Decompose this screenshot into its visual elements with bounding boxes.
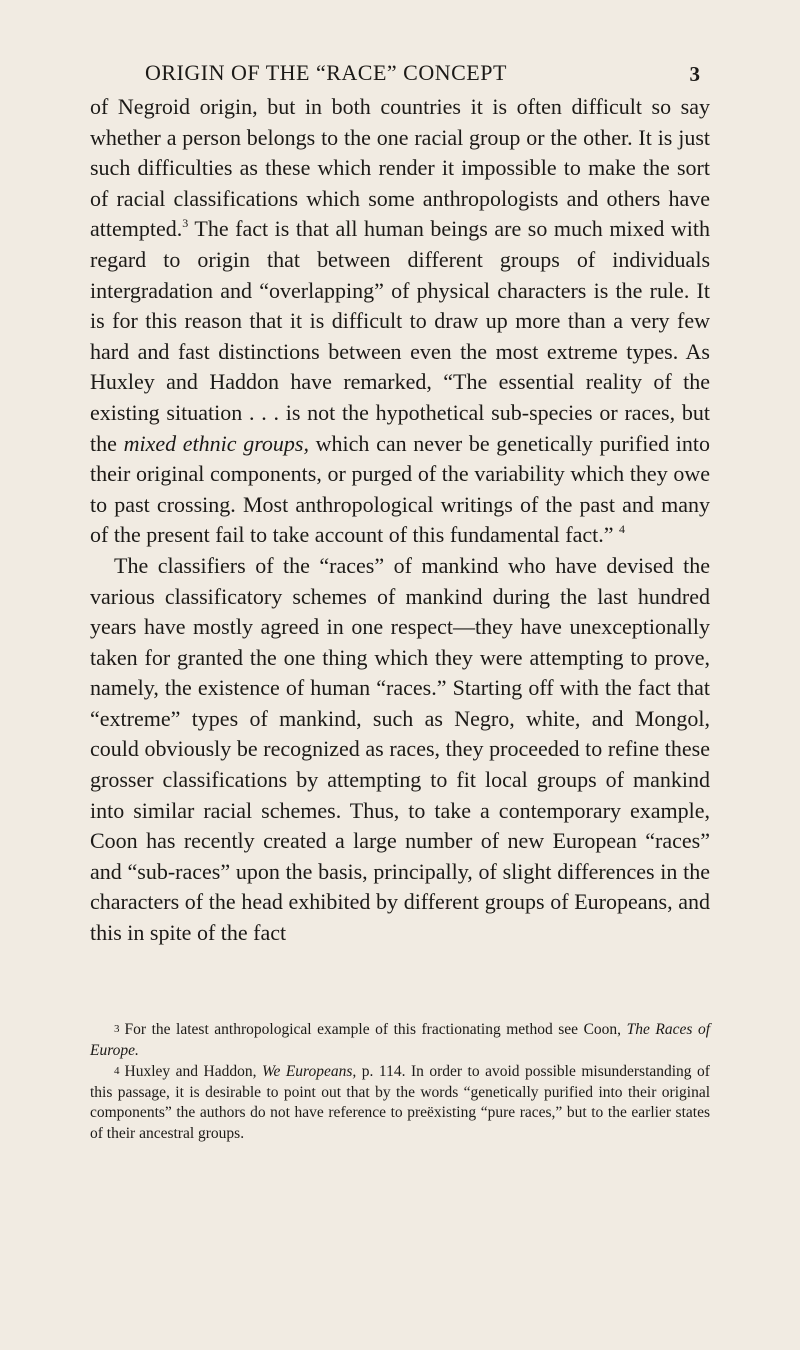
footnote-ref-4: 4 bbox=[619, 522, 626, 537]
footnote-text: For the latest anthropological example of this fractionating method see Coon, bbox=[124, 1021, 627, 1038]
emphasis-text: mixed ethnic groups, bbox=[123, 430, 309, 456]
footnote-ref-3: 3 bbox=[182, 216, 189, 231]
footnotes bbox=[90, 1019, 710, 1144]
footnote-title: We Europeans, bbox=[261, 1063, 357, 1080]
body-text bbox=[90, 92, 710, 949]
paragraph-1-part-a: of Negroid origin, but in both countries it is often difficult so say whether a person belongs to the one racial group or the other. It is just such difficulties as these which render it impossible to make the sort of racial classifications which some anthropologists and others have attempted. bbox=[90, 94, 710, 242]
footnote-text-pre: Huxley and Haddon, bbox=[124, 1063, 262, 1080]
paragraph-1-part-b: The fact is that all human beings are so much mixed with regard to origin that between different groups of individuals intergradation and “overlapping” of physical characters is the rule. It is for this reason that it is difficult to draw up more than a very few hard and fast distinctions between even the most extreme types. As Huxley and Haddon have remarked, “The essential reality of the existing situation . . . is not the hypothetical sub-species or races, but the bbox=[90, 216, 710, 456]
footnote-title: The Races of Europe. bbox=[90, 1021, 710, 1059]
footnote-mark: 3 bbox=[114, 1023, 120, 1035]
running-head: ORIGIN OF THE “RACE” CONCEPT bbox=[145, 60, 507, 85]
footnote-3 bbox=[90, 1019, 710, 1061]
footnote-4 bbox=[90, 1061, 710, 1144]
paragraph-2: The classifiers of the “races” of mankind who have devised the various classificatory schemes of mankind during the last hundred years have mostly agreed in one respect—they have unexceptionally taken for granted the one thing which they were attempting to prove, namely, the existence of human “races.” Starting off with the fact that “extreme” types of mankind, such as Negro, white, and Mongol, could obviously be recognized as races, they proceeded to refine these grosser classifications by attempting to fit local groups of mankind into similar racial schemes. Thus, to take a contemporary example, Coon has recently created a large number of new European “races” and “sub-races” upon the basis, principally, of slight differences in the characters of the head exhibited by different groups of Europeans, and this in spite of the fact bbox=[90, 552, 710, 946]
footnote-mark: 4 bbox=[114, 1065, 120, 1077]
paragraph-1 bbox=[90, 92, 710, 551]
footnote-text: p. 114. In order to avoid possible misunderstanding of this passage, it is desirable to point out that by the words “genetically purified into their original components” the authors do not have reference to preëxisting “pure races,” but to the earlier states of their ancestral groups. bbox=[90, 1063, 710, 1142]
page-number: 3 bbox=[689, 62, 700, 86]
paragraph-1-part-c: which can never be genetically purified into their original components, or purged of the variability which they owe to past crossing. Most anthropological writings of the past and many of the present fail to take account of this fundamental fact.” bbox=[90, 430, 710, 548]
page-header bbox=[145, 60, 700, 92]
